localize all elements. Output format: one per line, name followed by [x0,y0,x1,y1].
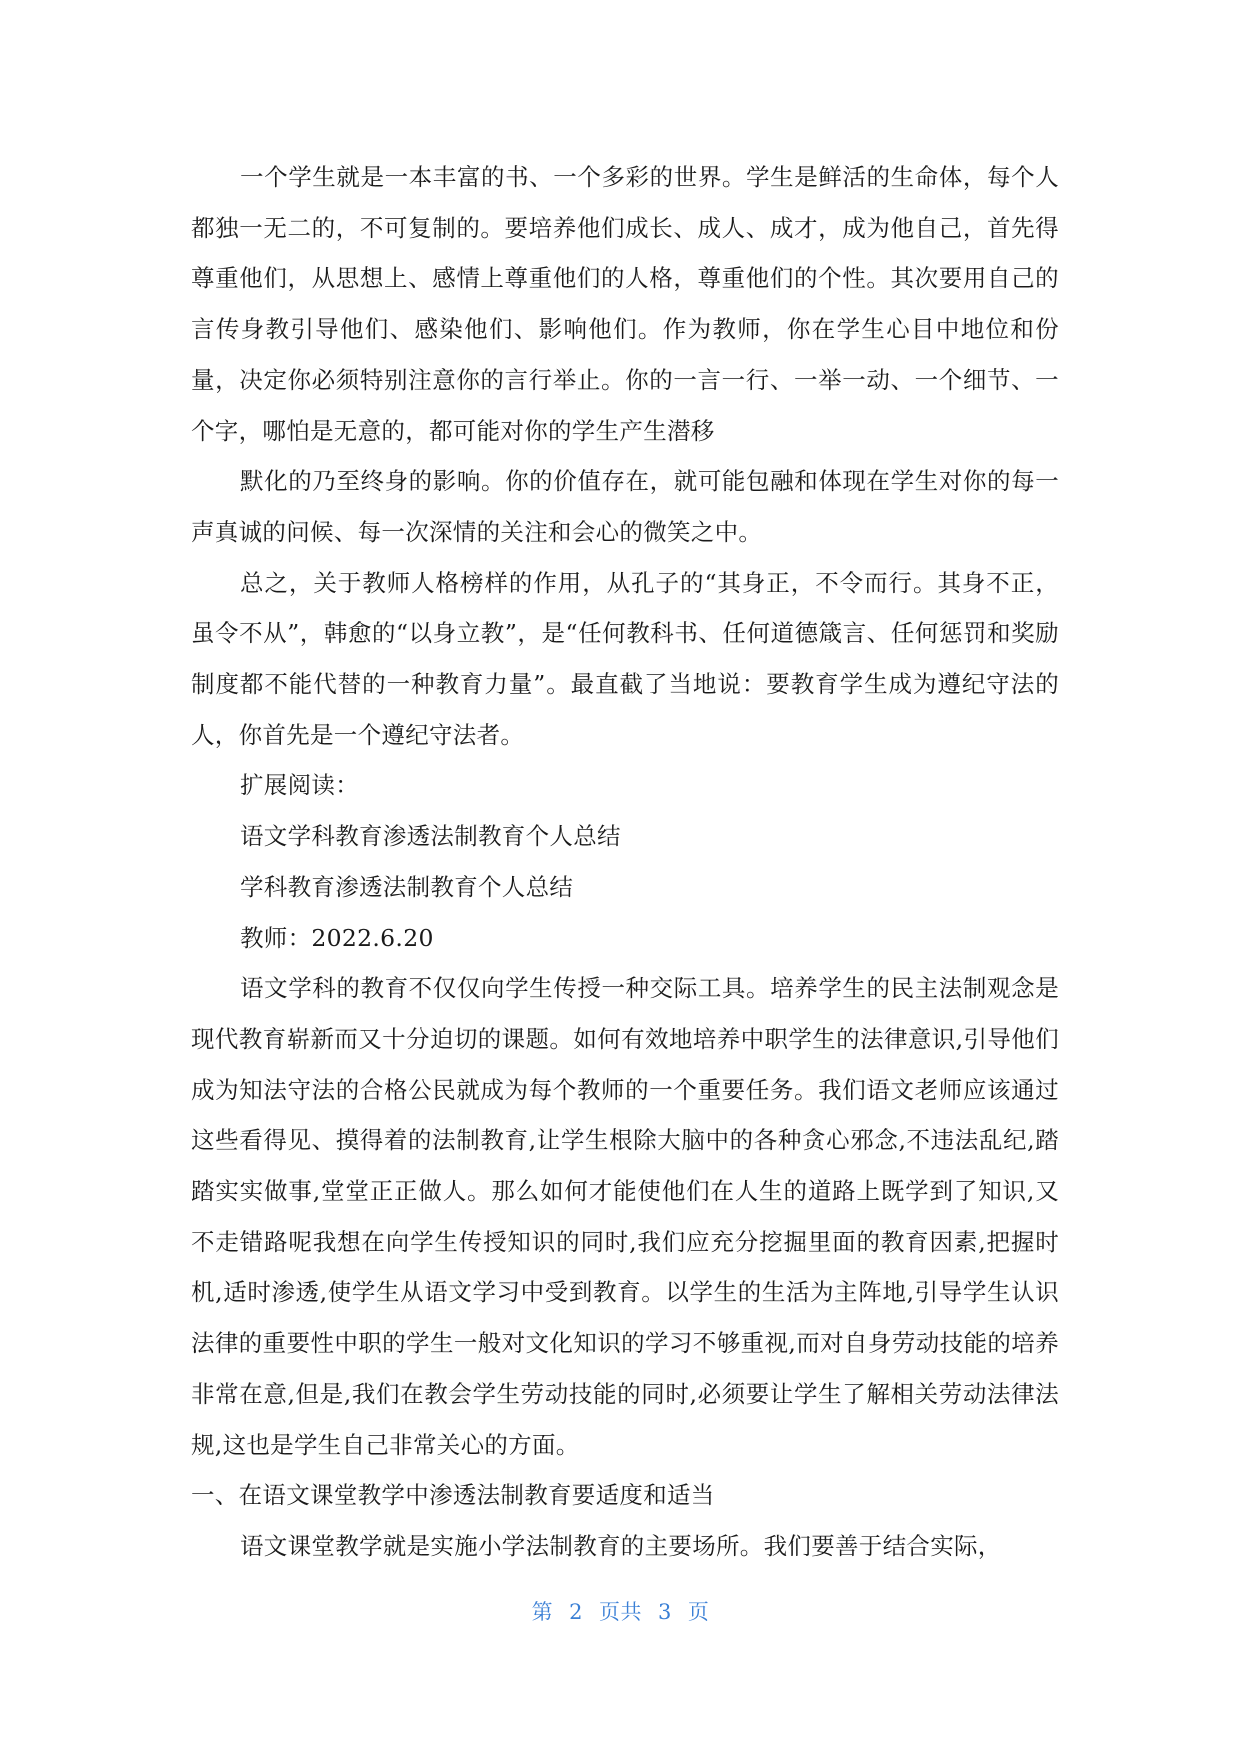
related-title-1: 语文学科教育渗透法制教育个人总结 [240,822,621,851]
document-body [191,152,1059,1572]
footer-total-pages: 3 [658,1600,672,1624]
author-date: 教师：2022.6.20 [240,923,434,952]
footer-page-number: 2 [569,1600,583,1624]
paragraph-2: 默化的乃至终身的影响。你的价值存在，就可能包融和体现在学生对你的每一声真诚的问候、每一次深情的关注和会心的微笑之中。 [191,467,1059,546]
footer-suffix: 页 [687,1600,710,1624]
section-heading-1: 一、在语文课堂教学中渗透法制教育要适度和适当 [191,1481,715,1510]
extended-reading-label: 扩展阅读： [240,771,359,800]
paragraph-1: 一个学生就是一本丰富的书、一个多彩的世界。学生是鲜活的生命体，每个人都独一无二的，不可复制的。要培养他们成长、成人、成才，成为他自己，首先得尊重他们，从思想上、感情上尊重他们的人格，尊重他们的个性。其次要用自己的言传身教引导他们、感染他们、影响他们。作为教师，你在学生心目中地位和份量，决定你必须特别注意你的言行举止。你的一言一行、一举一动、一个细节、一个字，哪怕是无意的，都可能对你的学生产生潜移 [191,163,1059,445]
paragraph-4: 语文学科的教育不仅仅向学生传授一种交际工具。培养学生的民主法制观念是现代教育崭新而又十分迫切的课题。如何有效地培养中职学生的法律意识,引导他们成为知法守法的合格公民就成为每个教师的一个重要任务。我们语文老师应该通过这些看得见、摸得着的法制教育,让学生根除大脑中的各种贪心邪念,不违法乱纪,踏踏实实做事,堂堂正正做人。那么如何才能使他们在人生的道路上既学到了知识,又不走错路呢我想在向学生传授知识的同时,我们应充分挖掘里面的教育因素,把握时机,适时渗透,使学生从语文学习中受到教育。以学生的生活为主阵地,引导学生认识法律的重要性中职的学生一般对文化知识的学习不够重视,而对自身劳动技能的培养非常在意,但是,我们在教会学生劳动技能的同时,必须要让学生了解相关劳动法律法规,这也是学生自己非常关心的方面。 [191,974,1059,1459]
footer-prefix: 第 [531,1600,554,1624]
related-title-2: 学科教育渗透法制教育个人总结 [240,872,574,901]
paragraph-5: 语文课堂教学就是实施小学法制教育的主要场所。我们要善于结合实际， [240,1531,1002,1560]
paragraph-3: 总之，关于教师人格榜样的作用，从孔子的“其身正，不令而行。其身不正，虽令不从”，韩愈的“以身立教”，是“任何教科书、任何道德箴言、任何惩罚和奖励制度都不能代替的一种教育力量”。最直截了当地说：要教育学生成为遵纪守法的人，你首先是一个遵纪守法者。 [191,568,1059,749]
footer-middle: 页共 [599,1600,642,1624]
page-footer [0,1596,1241,1626]
